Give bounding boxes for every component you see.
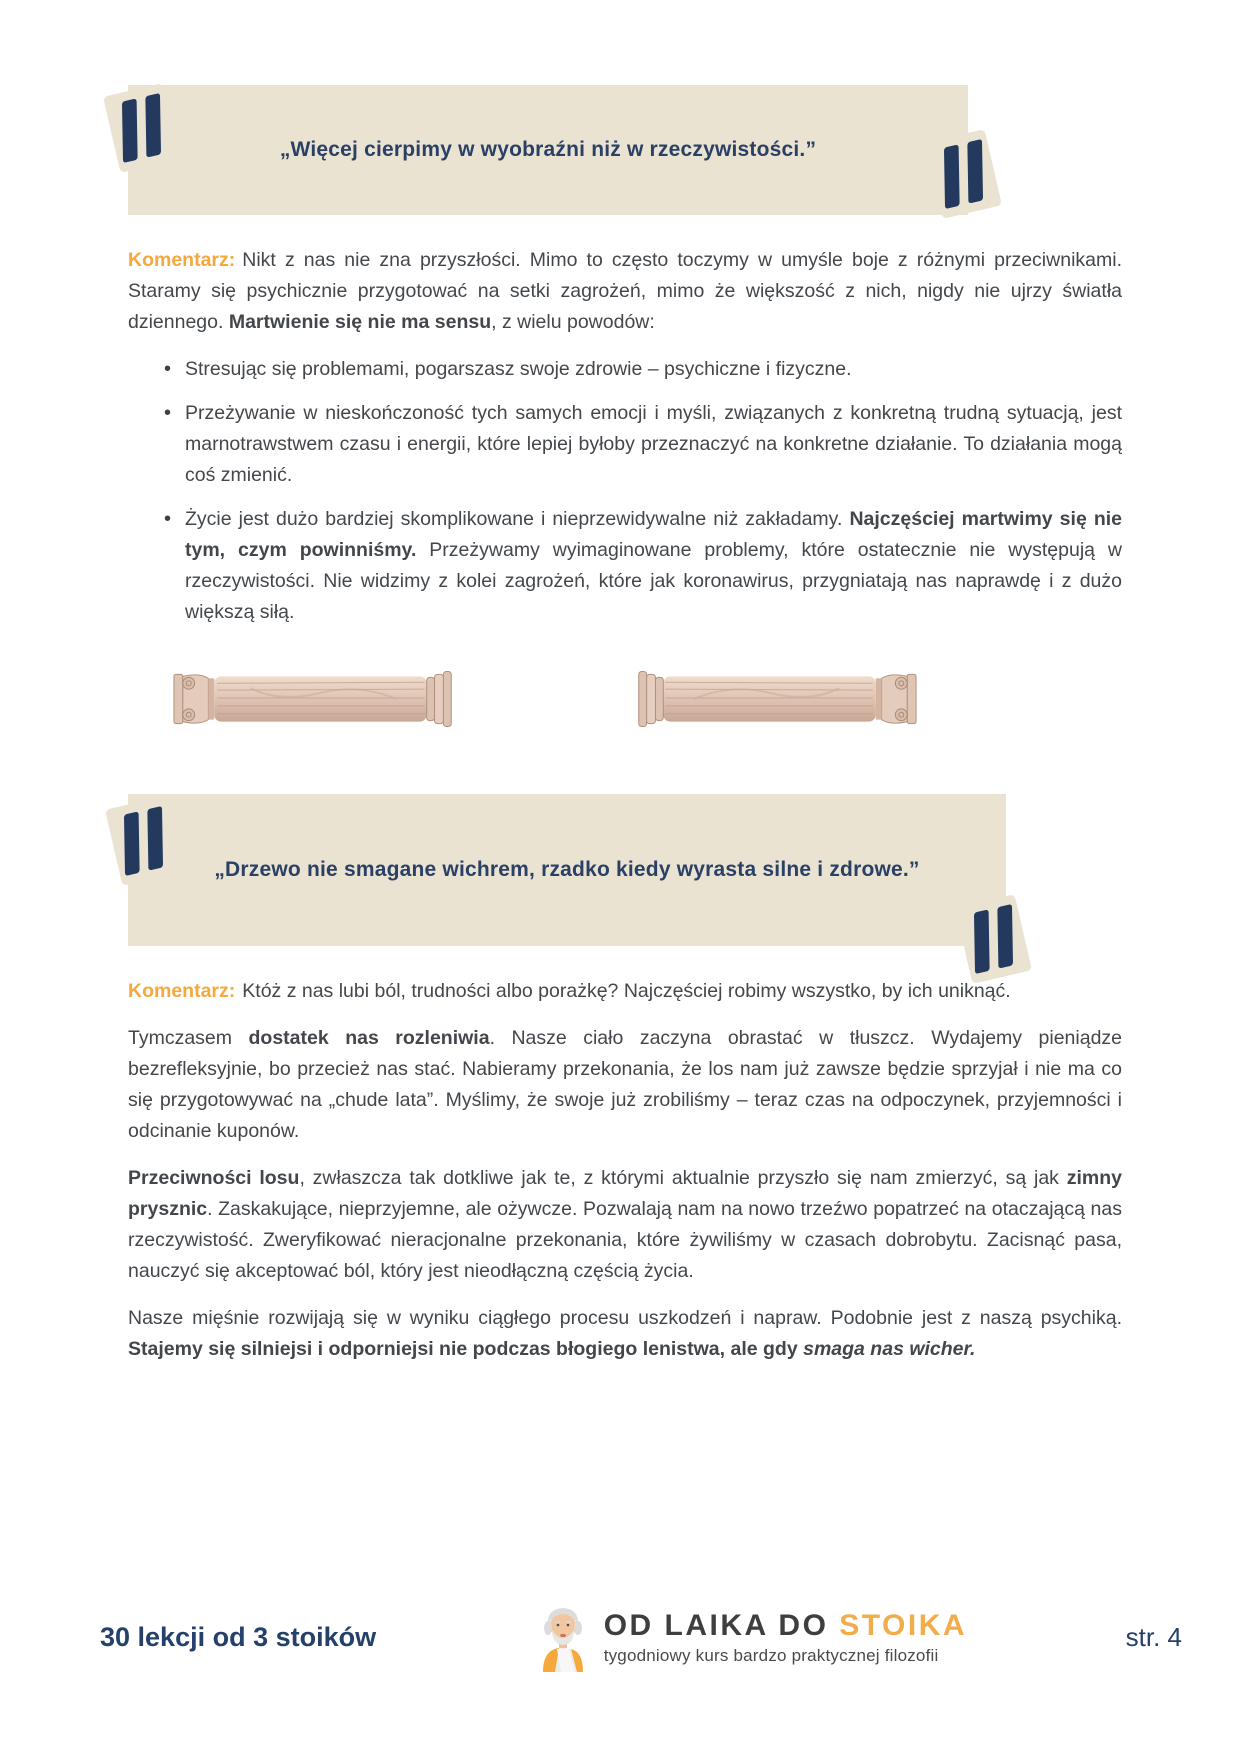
quote-2-text: „Drzewo nie smagane wichrem, rzadko kiedy wyrasta silne i zdrowe.” [214,858,920,881]
quote-box-2 [128,794,1006,946]
philosopher-avatar-icon [535,1602,591,1672]
page-content [0,85,1252,1365]
comment-1-intro-text: Nikt z nas nie zna przyszłości. Mimo to często toczymy w umyśle boje z różnymi przeciwnikami. Staramy się psychicznie przygotować na setki zagrożeń, mimo że większość z nich, nigdy nie ujrzy światła dziennego. Martwienie się nie ma sensu, z wielu powodów: [128,249,1122,333]
page-number: str. 4 [1125,1621,1182,1652]
comment-1-bullet-list [164,354,1122,628]
close-quote-icon [955,894,1032,984]
comment-2-p3: Przeciwności losu, zwłaszcza tak dotkliwe jak te, z którymi aktualnie przyszło się nam zmierzyć, są jak zimny prysznic. Zaskakujące, nieprzyjemne, ale ożywcze. Pozwalają nam na nowo trzeźwo popatrzeć na otaczającą nas rzeczywistość. Zweryfikować nieracjonalne przekonania, które żywiliśmy w czasach dobrobytu. Zacisnąć pasa, nauczyć się akceptować ból, który jest nieodłączną częścią życia. [128,1167,1122,1282]
comment-2-p4: Nasze mięśnie rozwijają się w wyniku ciągłego procesu uszkodzeń i napraw. Podobnie jest z naszą psychiką. Stajemy się silniejsi i odporniejsi nie podczas błogiego lenistwa, ale gdy smaga nas wicher. [128,1307,1122,1360]
marble-column-icon-mirrored [623,668,918,730]
columns-decoration [172,668,1122,730]
course-lessons-label: 30 lekcji od 3 stoików [100,1621,377,1652]
comment-2-p2: Tymczasem dostatek nas rozleniwia. Nasze ciało zaczyna obrastać w tłuszcz. Wydajemy pieniądze bezrefleksyjnie, bo przecież nas stać. Nabieramy przekonania, że los nam już zawsze będzie sprzyjał i nie ma co się przygotowywać na „chude lata”. Myślimy, że swoje już zrobiliśmy – teraz czas na odpoczynek, przyjemności i odcinanie kuponów. [128,1027,1123,1142]
komentarz-label: Komentarz: [128,980,236,1002]
quote-box-1 [128,85,968,215]
logo-tagline: tygodniowy kurs bardzo praktycznej filozofii [603,1645,939,1665]
page-footer [100,1602,1182,1672]
comment-2-p1: Komentarz: Któż z nas lubi ból, trudności albo porażkę? Najczęściej robimy wszystko, by ich uniknąć. [128,980,1011,1002]
bullet-item-1: • Stresując się problemami, pogarszasz swoje zdrowie – psychiczne i fizyczne. [164,354,1122,385]
quote-1-text: „Więcej cierpimy w wyobraźni niż w rzeczywistości.” [279,138,817,161]
bullet-item-2: • Przeżywanie w nieskończoność tych samych emocji i myśli, związanych z konkretną trudną sytuacją, jest marnotrawstwem czasu i energii, które lepiej byłoby przeznaczyć na konkretne działanie. To działania mogą coś zmienić. [164,398,1122,491]
marble-column-icon [172,668,467,730]
course-logo [535,1602,967,1672]
comment-1-intro [128,245,1122,338]
bullet-item-3: • Życie jest dużo bardziej skomplikowane i nieprzewidywalne niż zakładamy. Najczęściej martwimy się nie tym, czym powinniśmy. Przeżywamy wyimaginowane problemy, które ostatecznie nie występują w rzeczywistości. Nie widzimy z kolei zagrożeń, które jak koronawirus, przygniatają nas naprawdę i z dużo większą siłą. [164,504,1122,628]
logo-title: OD LAIKA DO STOIKA [603,1608,968,1642]
logo-title-accent: STOIKA [839,1608,968,1642]
komentarz-label: Komentarz: [128,249,236,271]
